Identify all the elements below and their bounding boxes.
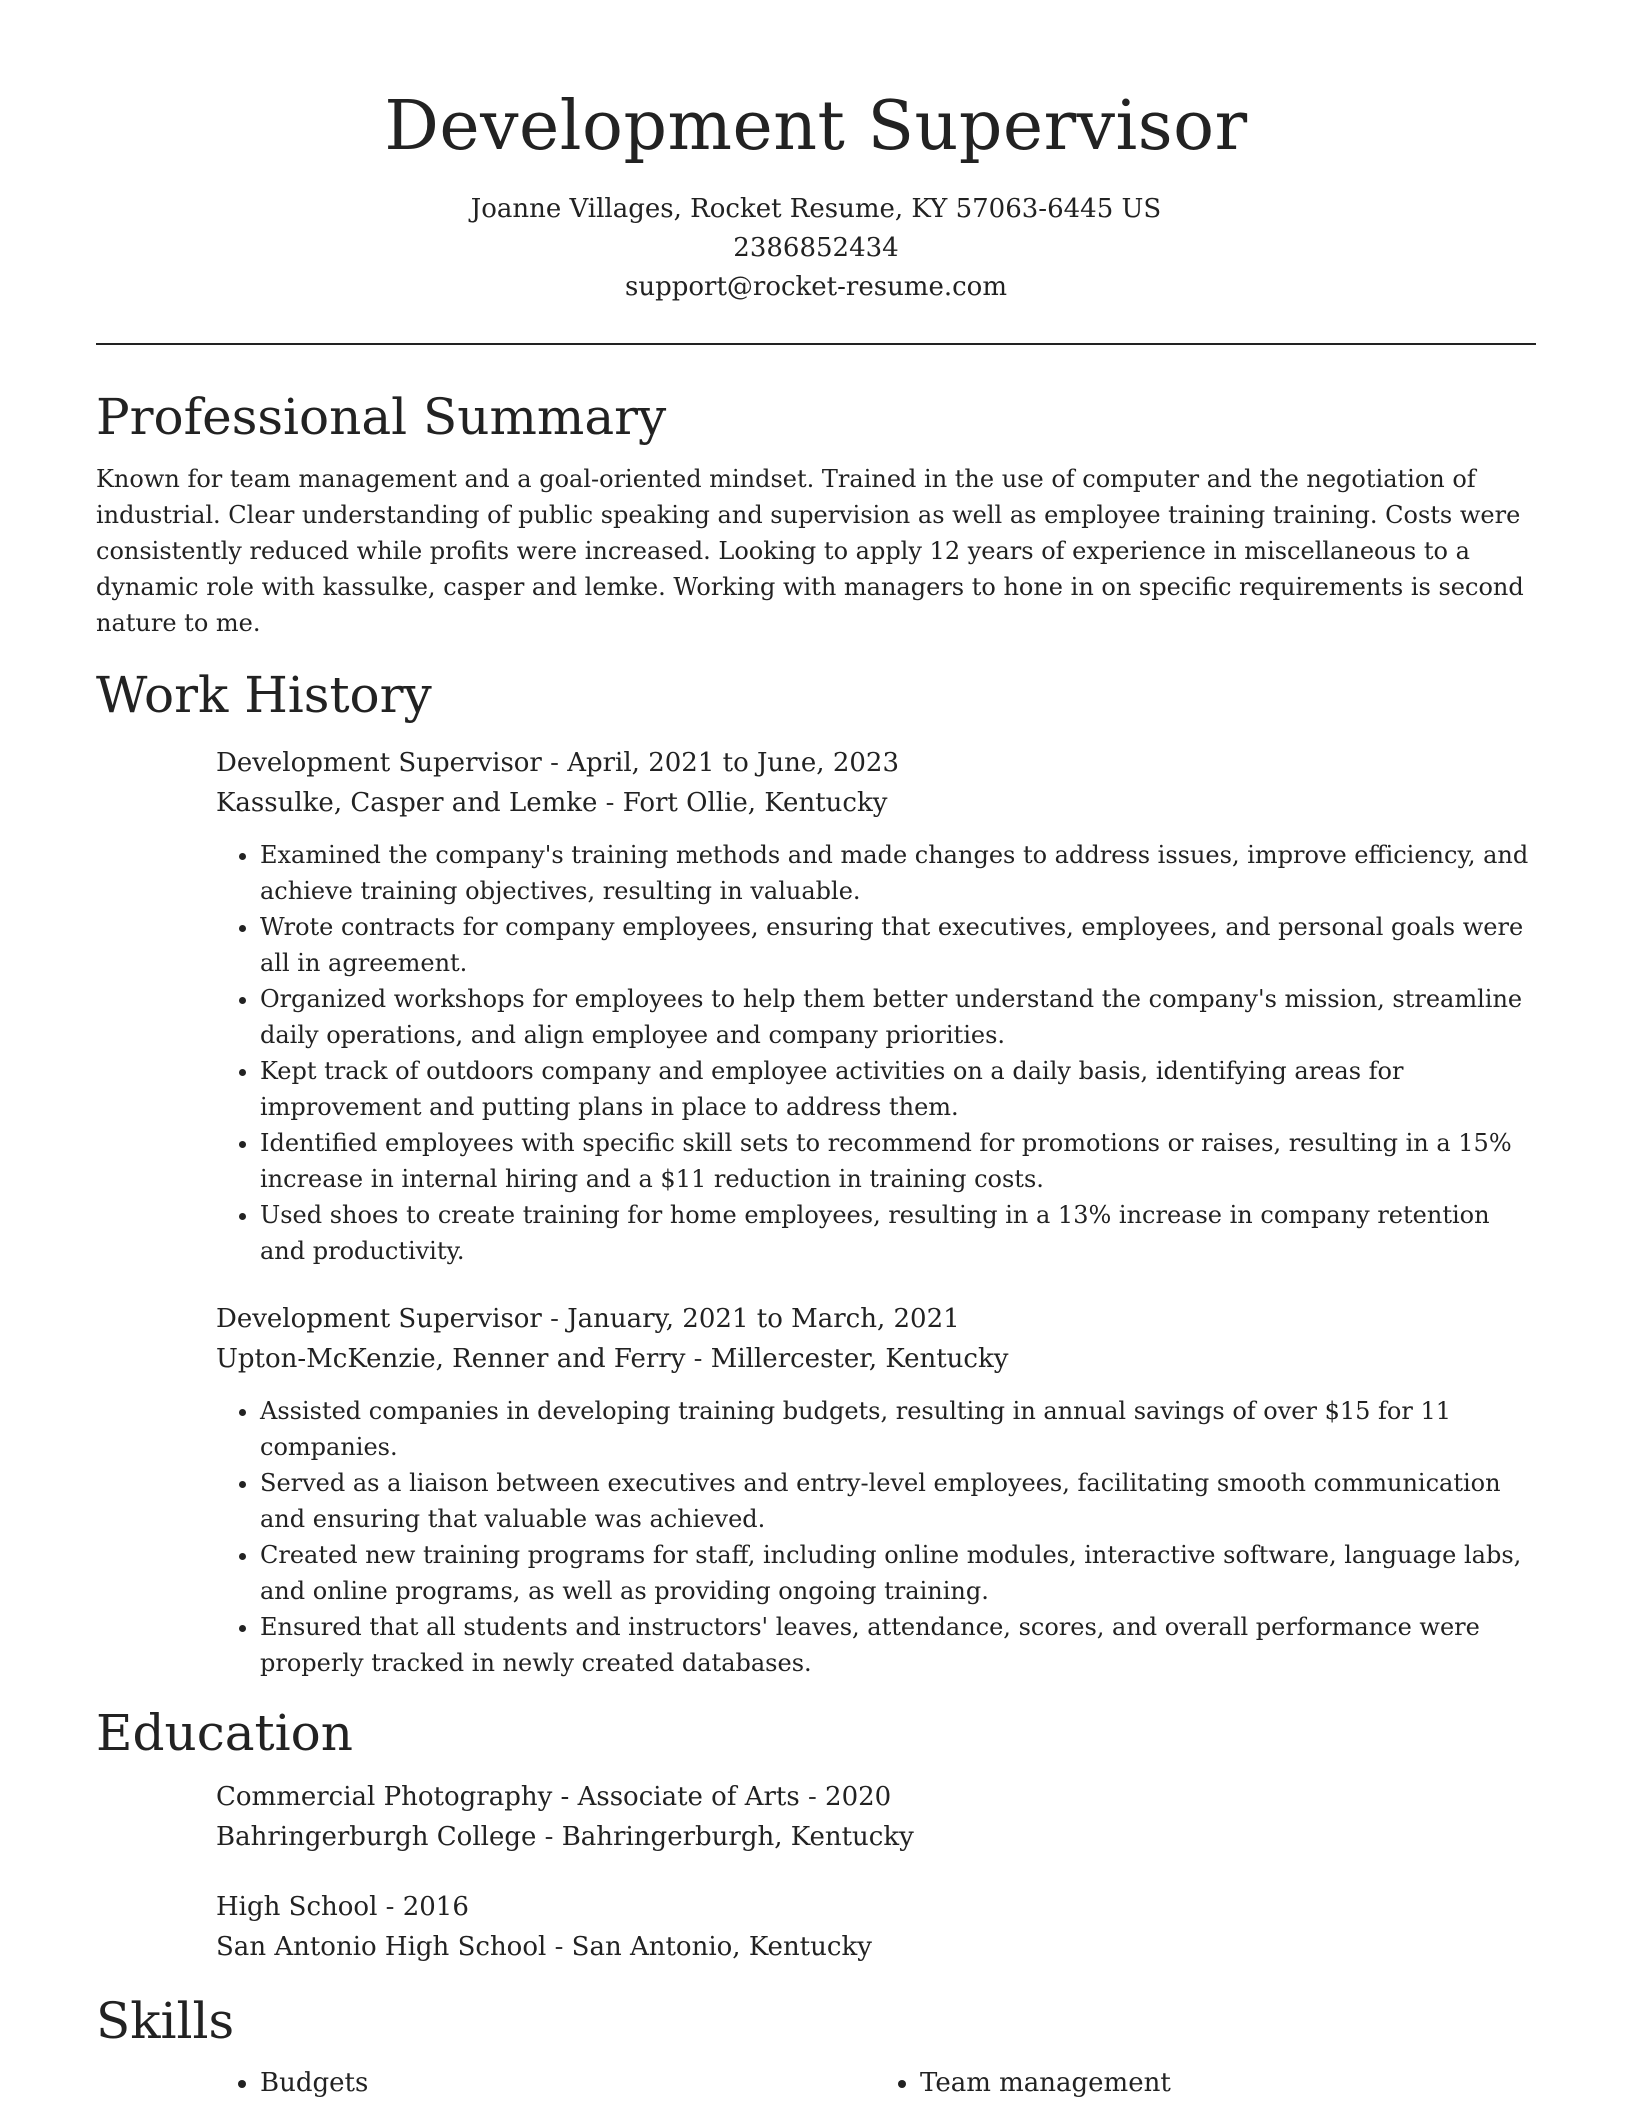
job-bullet: • Used shoes to create training for home employees, resulting in a 13% increase in company retention and productivity. (260, 1197, 1536, 1269)
separator: - (544, 1822, 562, 1852)
separator: - (807, 1782, 826, 1812)
job-dates: January, 2021 to March, 2021 (567, 1304, 960, 1334)
job-location: Fort Ollie, Kentucky (622, 788, 888, 818)
separator: - (693, 1344, 711, 1374)
contact-address: Joanne Villages, Rocket Resume, KY 57063-6445 US (470, 194, 1162, 224)
skills-title: Skills (96, 1992, 235, 2050)
education-location: Bahringerburgh, Kentucky (561, 1822, 914, 1852)
work-history-title: Work History (96, 666, 432, 724)
summary-title: Professional Summary (96, 388, 667, 446)
job-company-line (216, 783, 1536, 823)
job-bullets (216, 837, 1536, 1269)
job-company: Kassulke, Casper and Lemke (216, 788, 598, 818)
job-bullet: • Wrote contracts for company employees, ensuring that executives, employees, and personal goals were all in agreement. (260, 909, 1536, 981)
education-entry (216, 1777, 1536, 1857)
skill-item: • Budgets (260, 2065, 876, 2101)
job-bullet: • Organized workshops for employees to help them better understand the company's mission, streamline daily operations, and align employee and company priorities. (260, 981, 1536, 1053)
job-bullet: • Examined the company's training methods and made changes to address issues, improve efficiency, and achieve training objectives, resulting in valuable. (260, 837, 1536, 909)
job-title-line (216, 743, 1536, 783)
education-title: Education (96, 1704, 353, 1762)
job-entry (216, 1299, 1536, 1681)
skills-columns (216, 2065, 1536, 2101)
job-bullet: • Assisted companies in developing training budgets, resulting in annual savings of over $15 for 11 companies. (260, 1393, 1536, 1465)
education-school-line (216, 1817, 1536, 1857)
summary-section (96, 385, 1536, 641)
education-entry (216, 1887, 1536, 1967)
job-bullet: • Ensured that all students and instructors' leaves, attendance, scores, and overall performance were properly tracked in newly created databases. (260, 1609, 1536, 1681)
education-year: 2020 (825, 1782, 892, 1812)
separator: - (554, 1932, 572, 1962)
job-bullet: • Identified employees with specific skill sets to recommend for promotions or raises, resulting in a 15% increase in internal hiring and a $11 reduction in training costs. (260, 1125, 1536, 1197)
header-divider (96, 343, 1536, 345)
job-bullet: • Served as a liaison between executives and entry-level employees, facilitating smooth communication and ensuring that valuable was achieved. (260, 1465, 1536, 1537)
job-title-line (216, 1299, 1536, 1339)
education-degree-line (216, 1777, 1536, 1817)
education-degree: High School (216, 1892, 378, 1922)
skills-section (96, 1989, 1536, 2101)
job-bullet: • Kept track of outdoors company and employee activities on a daily basis, identifying areas for improvement and putting plans in place to address them. (260, 1053, 1536, 1125)
job-role: Development Supervisor (216, 1304, 542, 1334)
separator: - (550, 1304, 568, 1334)
education-section (96, 1701, 1536, 1967)
skills-list-right (876, 2065, 1536, 2101)
skill-item: • Team management (920, 2065, 1536, 2101)
education-school-line (216, 1927, 1536, 1967)
contact-phone: 2386852434 (733, 233, 899, 263)
skills-list-left (216, 2065, 876, 2101)
summary-text: Known for team management and a goal-oriented mindset. Trained in the use of computer and the negotiation of industrial. Clear understanding of public speaking and supervision as well as employee training training. Costs were consistently reduced while profits were increased. Looking to apply 12 years of experience in miscellaneous to a dynamic role with kassulke, casper and lemke. Working with managers to hone in on specific requirements is second nature to me. (96, 465, 1524, 637)
job-company-line (216, 1339, 1536, 1379)
separator: - (550, 748, 568, 778)
resume-page (96, 0, 1536, 2112)
job-company: Upton-McKenzie, Renner and Ferry (216, 1344, 686, 1374)
education-location: San Antonio, Kentucky (571, 1932, 872, 1962)
education-school: San Antonio High School (216, 1932, 547, 1962)
job-location: Millercester, Kentucky (710, 1344, 1009, 1374)
work-history-section (96, 663, 1536, 1681)
job-bullet: • Created new training programs for staff, including online modules, interactive software, language labs, and online programs, as well as providing ongoing training. (260, 1537, 1536, 1609)
education-year: 2016 (402, 1892, 469, 1922)
contact-email: support@rocket-resume.com (624, 272, 1007, 302)
job-dates: April, 2021 to June, 2023 (567, 748, 900, 778)
job-bullets (216, 1393, 1536, 1681)
separator: - (605, 788, 623, 818)
education-school: Bahringerburgh College (216, 1822, 537, 1852)
education-degree-line (216, 1887, 1536, 1927)
education-degree: Commercial Photography - Associate of Arts (216, 1782, 800, 1812)
resume-header (96, 0, 1536, 307)
job-role: Development Supervisor (216, 748, 542, 778)
separator: - (385, 1892, 403, 1922)
candidate-name: Development Supervisor (384, 87, 1248, 166)
job-entry (216, 743, 1536, 1269)
